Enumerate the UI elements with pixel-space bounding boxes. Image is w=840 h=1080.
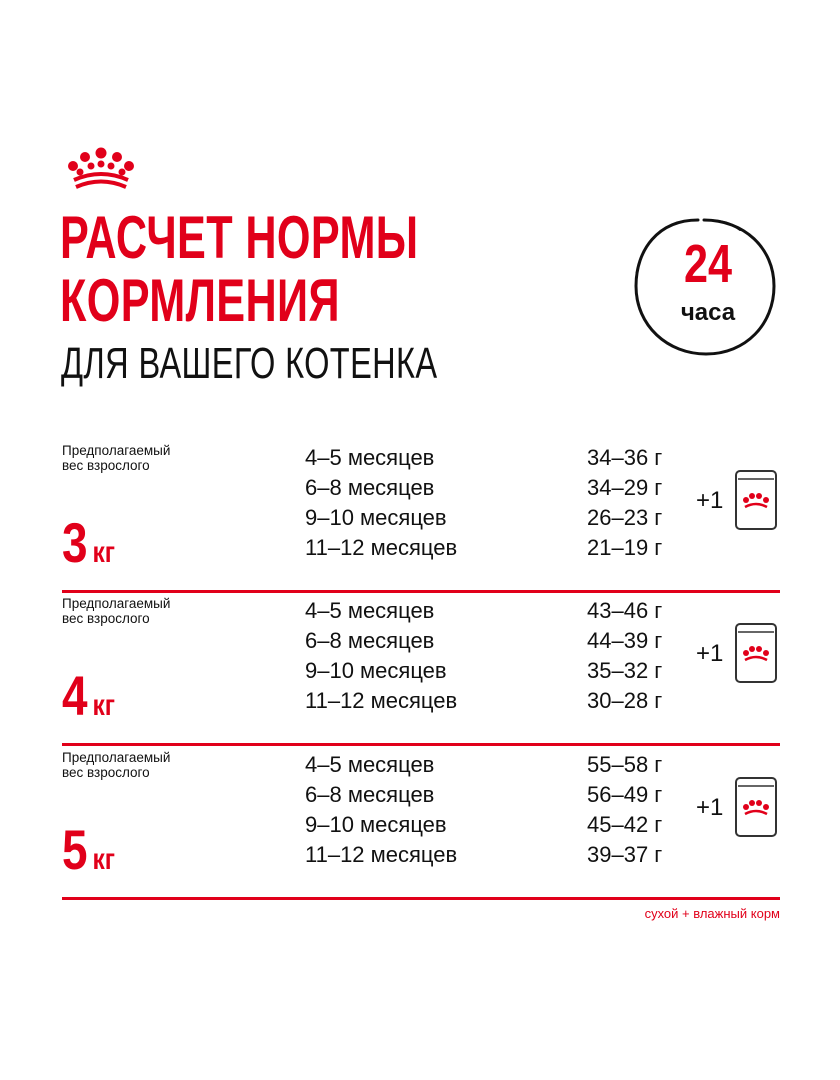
pouch-icon xyxy=(734,622,778,684)
weight-label: Предполагаемый вес взрослого xyxy=(62,596,171,626)
adult-weight: 3 кг xyxy=(62,511,116,574)
weight-label: Предполагаемый вес взрослого xyxy=(62,443,171,473)
section-divider xyxy=(62,897,780,900)
badge-unit: часа xyxy=(680,299,736,326)
grams-column: 34–36 г 34–29 г 26–23 г 21–19 г xyxy=(587,445,663,560)
feeding-section-3kg xyxy=(62,443,780,593)
page-title xyxy=(60,206,418,332)
pouch-icon xyxy=(734,469,778,531)
footer-note: сухой + влажный корм xyxy=(644,906,780,921)
grams-column: 43–46 г 44–39 г 35–32 г 30–28 г xyxy=(587,598,663,713)
crown-icon xyxy=(64,146,138,192)
title-line-1: РАСЧЕТ НОРМЫ xyxy=(60,204,419,271)
age-column: 4–5 месяцев 6–8 месяцев 9–10 месяцев 11–12 месяцев xyxy=(305,752,458,867)
plus-one-label: +1 xyxy=(696,640,724,667)
feeding-section-4kg xyxy=(62,596,780,746)
weight-label: Предполагаемый вес взрослого xyxy=(62,750,171,780)
adult-weight: 5 кг xyxy=(62,818,116,881)
section-divider xyxy=(62,590,780,593)
section-divider xyxy=(62,743,780,746)
feeding-section-5kg xyxy=(62,750,780,900)
age-column: 4–5 месяцев 6–8 месяцев 9–10 месяцев 11–12 месяцев xyxy=(305,445,458,560)
badge-number: 24 xyxy=(683,234,733,294)
title-line-2: КОРМЛЕНИЯ xyxy=(60,267,340,334)
grams-column: 55–58 г 56–49 г 45–42 г 39–37 г xyxy=(587,752,663,867)
adult-weight: 4 кг xyxy=(62,664,116,727)
age-column: 4–5 месяцев 6–8 месяцев 9–10 месяцев 11–12 месяцев xyxy=(305,598,458,713)
plus-one-label: +1 xyxy=(696,487,724,514)
pouch-icon xyxy=(734,776,778,838)
page-subtitle: ДЛЯ ВАШЕГО КОТЕНКА xyxy=(61,339,438,388)
plus-one-label: +1 xyxy=(696,794,724,821)
